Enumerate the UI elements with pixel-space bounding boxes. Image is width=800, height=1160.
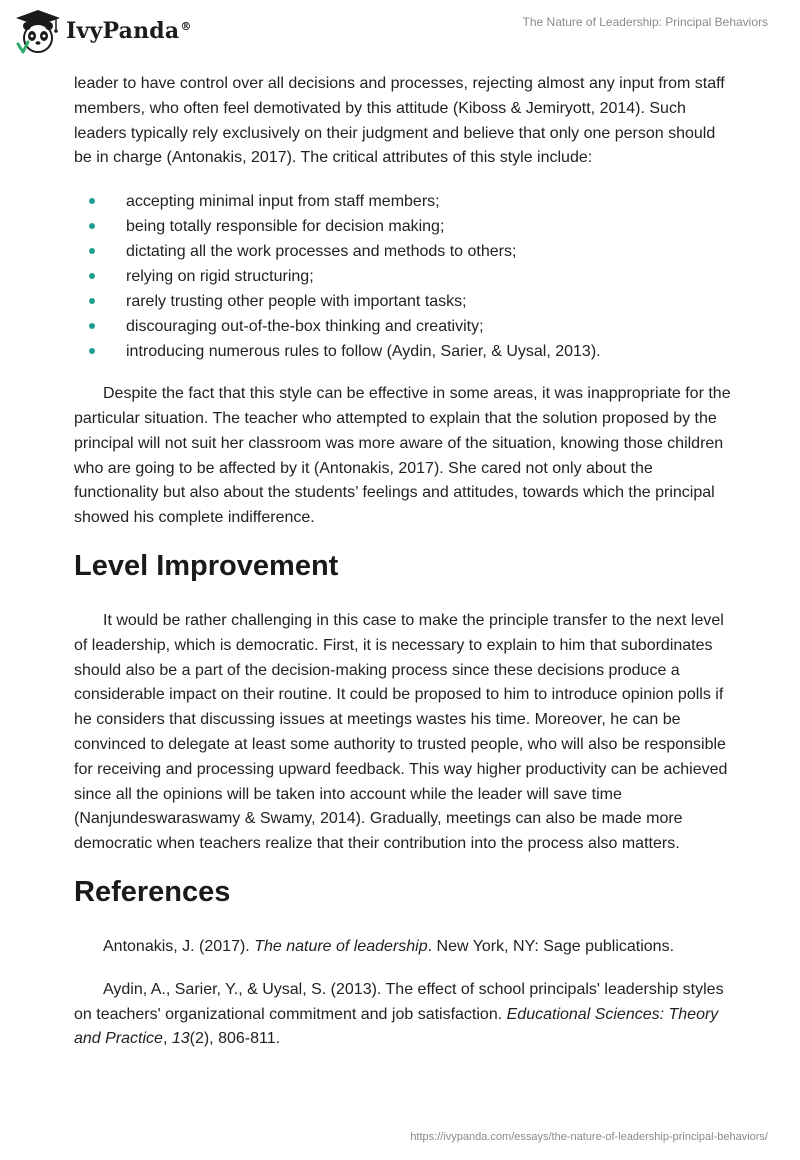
- bullet-icon: [89, 323, 95, 329]
- list-item: [74, 289, 734, 314]
- bullet-icon: [89, 198, 95, 204]
- list-item-text: being totally responsible for decision making;: [126, 218, 445, 236]
- bullet-icon: [89, 298, 95, 304]
- reference-text: Aydin, A., Sarier, Y., & Uysal, S. (2013). The effect of school principals' leadership styles on teachers' organizational commitment and job satisfaction.: [74, 980, 724, 1023]
- ivypanda-logo[interactable]: [14, 8, 192, 54]
- level-improvement-paragraph: It would be rather challenging in this case to make the principle transfer to the next level of leadership, which is democratic. First, it is necessary to explain to him that subordinates should also be a part of the decision-making process since these decisions produce a considerable impact on their routine. It could be proposed to him to introduce opinion polls if he considers that discussing issues at meetings wastes his time. Moreover, he can be convinced to delegate at least some authority to trusted people, who will also be responsible for receiving and processing upward feedback. This way higher productivity can be achieved since all the opinions will be taken into account while the leader will save time (Nanjundeswaraswamy & Swamy, 2014). Gradually, meetings can also be made more democratic when teachers realize that their contribution into the process also matters.: [74, 611, 728, 853]
- logo-text: [66, 18, 192, 44]
- list-item: [74, 314, 734, 339]
- reference-journal: Educational Sciences: Theory and Practice: [74, 1005, 719, 1048]
- bullet-icon: [89, 348, 95, 354]
- document-title: The Nature of Leadership: Principal Behaviors: [522, 15, 768, 29]
- reference-text: ,: [162, 1030, 172, 1048]
- reference-volume: 13: [171, 1030, 190, 1048]
- reference-text: . New York, NY: Sage publications.: [427, 937, 675, 955]
- registered-mark: ®: [180, 19, 192, 33]
- section-heading-level-improvement: Level Improvement: [74, 549, 339, 582]
- attributes-list: [74, 189, 734, 364]
- reference-entry: [74, 978, 734, 1052]
- section-heading-references: References: [74, 875, 231, 908]
- list-item: [74, 214, 734, 239]
- panda-graduate-icon: [14, 8, 62, 54]
- list-item-text: discouraging out-of-the-box thinking and creativity;: [126, 318, 484, 336]
- article-content: [74, 72, 734, 1070]
- bullet-icon: [89, 223, 95, 229]
- list-item-text: accepting minimal input from staff members;: [126, 193, 440, 211]
- list-item: [74, 339, 734, 364]
- bullet-icon: [89, 248, 95, 254]
- list-item: [74, 264, 734, 289]
- source-url[interactable]: https://ivypanda.com/essays/the-nature-of-leadership-principal-behaviors/: [410, 1131, 768, 1143]
- reference-title: The nature of leadership: [254, 937, 428, 955]
- list-item-text: relying on rigid structuring;: [126, 268, 314, 286]
- intro-paragraph: leader to have control over all decisions and processes, rejecting almost any input from staff members, who often feel demotivated by this attitude (Kiboss & Jemiryott, 2014). Such leaders typically rely exclusively on their judgment and believe that only one person should be in charge (Antonakis, 2017). The critical attributes of this style include:: [74, 75, 725, 167]
- situation-paragraph: Despite the fact that this style can be effective in some areas, it was inappropriate for the particular situation. The teacher who attempted to explain that the solution proposed by the principal will not suit her classroom was more aware of the situation, knowing those children who are going to be affected by it (Antonakis, 2017). She cared not only about the functionality but also about the students’ feelings and attitudes, towards which the principal showed his complete indifference.: [74, 385, 731, 527]
- list-item-text: dictating all the work processes and methods to others;: [126, 243, 517, 261]
- reference-text: Antonakis, J. (2017).: [103, 937, 255, 955]
- page-header: [0, 0, 800, 70]
- bullet-icon: [89, 273, 95, 279]
- list-item-text: rarely trusting other people with important tasks;: [126, 293, 467, 311]
- reference-entry: [74, 935, 734, 960]
- reference-text: (2), 806-811.: [189, 1030, 281, 1048]
- list-item: [74, 189, 734, 214]
- list-item-text: introducing numerous rules to follow (Aydin, Sarier, & Uysal, 2013).: [126, 343, 601, 361]
- logo-wordmark: IvyPanda: [66, 18, 180, 44]
- list-item: [74, 239, 734, 264]
